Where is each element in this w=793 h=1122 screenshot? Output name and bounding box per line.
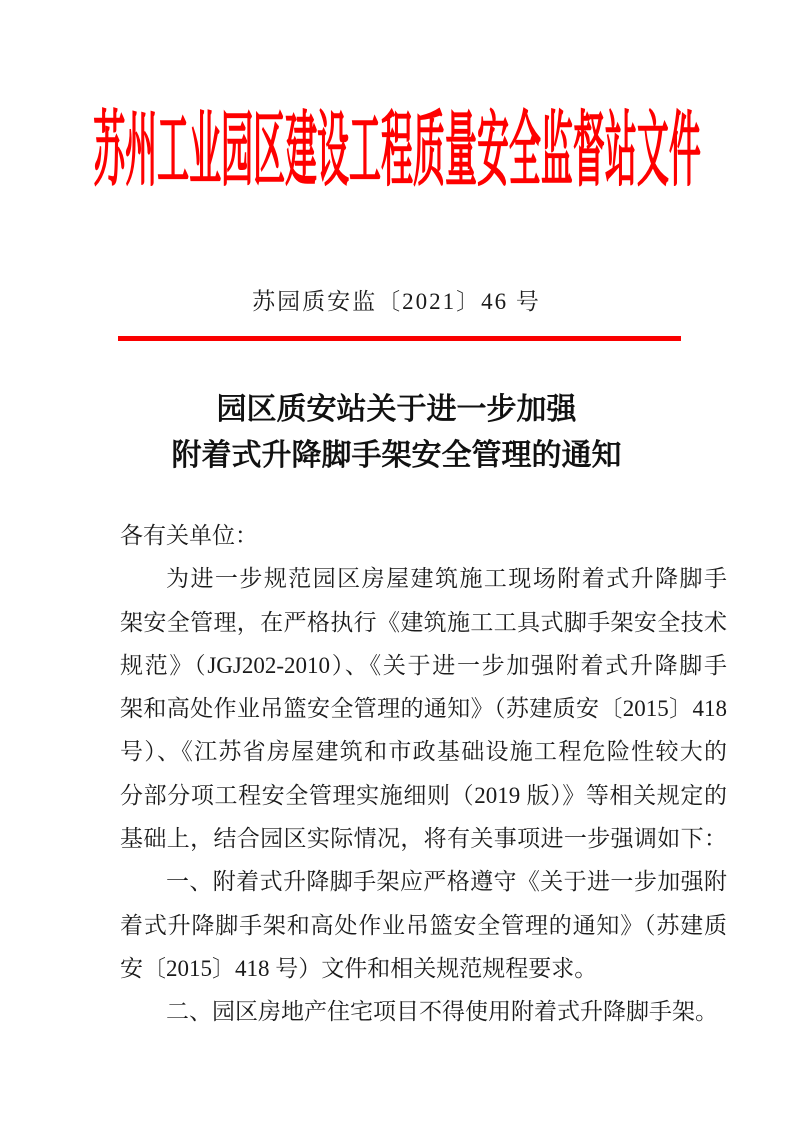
red-divider-rule <box>118 336 681 341</box>
notice-body <box>120 514 727 1034</box>
body-line-salutation: 各有关单位： <box>120 523 258 548</box>
red-header-banner <box>0 106 793 196</box>
body-line: 着式升降脚手架和高处作业吊篮安全管理的通知》（苏建质 <box>120 912 727 938</box>
body-line-item-1: 一、附着式升降脚手架应严格遵守《关于进一步加强附 <box>166 869 727 895</box>
notice-title-line1: 园区质安站关于进一步加强 <box>216 393 577 426</box>
body-line: 分部分项工程安全管理实施细则（2019 版）》等相关规定的 <box>120 782 727 808</box>
body-line: 规范》（JGJ202-2010）、《关于进一步加强附着式升降脚手 <box>120 652 727 678</box>
notice-title <box>0 387 793 479</box>
document-reference-number: 苏园质安监〔2021〕46 号 <box>252 289 541 314</box>
issuing-agency-banner-text: 苏州工业园区建设工程质量安全监督站文件 <box>92 105 701 196</box>
body-line: 安〔2015〕418 号）文件和相关规范规程要求。 <box>120 955 598 981</box>
body-line-item-2: 二、园区房地产住宅项目不得使用附着式升降脚手架。 <box>166 999 718 1025</box>
body-line: 架安全管理，在严格执行《建筑施工工具式脚手架安全技术 <box>120 609 727 635</box>
notice-title-line2: 附着式升降脚手架安全管理的通知 <box>171 439 622 472</box>
body-line: 号）、《江苏省房屋建筑和市政基础设施工程危险性较大的 <box>120 739 727 765</box>
body-line: 为进一步规范园区房屋建筑施工现场附着式升降脚手 <box>166 566 727 592</box>
body-line: 架和高处作业吊篮安全管理的通知》（苏建质安〔2015〕418 <box>120 696 727 722</box>
body-line: 基础上，结合园区实际情况，将有关事项进一步强调如下： <box>120 826 727 852</box>
